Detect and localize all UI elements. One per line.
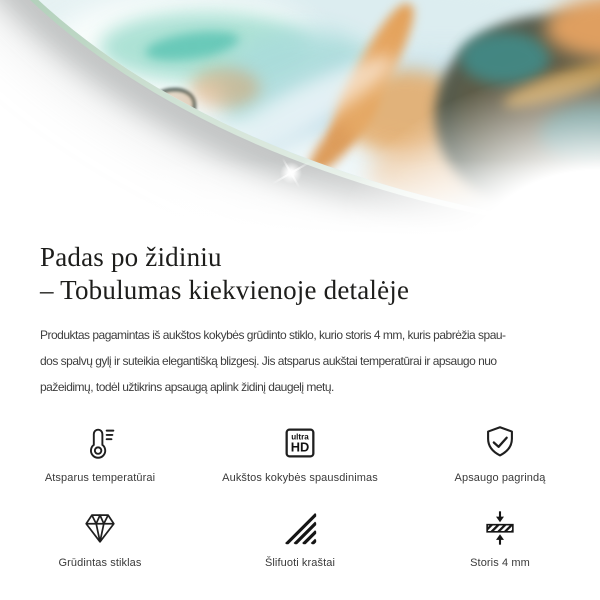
description-line: Produktas pagamintas iš aukštos kokybės grūdinto stiklo, kurio storis 4 mm, kuris pabrėžia spau- [40, 328, 506, 342]
feature-thickness [400, 508, 600, 569]
product-description-section [0, 235, 600, 569]
feature-label: Apsaugo pagrindą [454, 472, 546, 484]
feature-print-quality [200, 423, 400, 484]
glass-panel-marble-art [0, 0, 600, 235]
thermometer-icon [80, 423, 120, 463]
feature-heat-resistant [0, 423, 200, 484]
feature-grid [0, 423, 600, 569]
title-line-2: – Tobulumas kiekvienoje detalėje [40, 275, 410, 305]
feature-label: Šlifuoti kraštai [264, 557, 336, 569]
marble-blob-outlined [148, 88, 196, 126]
product-hero-image [0, 0, 600, 235]
title-line-1: Padas po židiniu [40, 242, 222, 272]
description-line: pažeidimų, todėl užtikrins apsaugą aplink židinį daugelį metų. [40, 380, 334, 394]
polished-edges-icon [280, 508, 320, 548]
svg-text:ultra: ultra [291, 432, 309, 442]
feature-polished-edges [200, 508, 400, 569]
description-line: dos spalvų gylį ir suteikia elegantišką blizgesį. Jis atsparus aukštai temperatūrai ir apsaugo nuo [40, 354, 497, 368]
thickness-arrows-icon [480, 508, 520, 548]
svg-text:HD: HD [290, 439, 310, 455]
feature-protects-base [400, 423, 600, 484]
marble-blob-teal [460, 32, 550, 84]
feature-label: Atsparus temperatūrai [44, 472, 156, 484]
product-description [40, 322, 564, 400]
diamond-icon [80, 508, 120, 548]
shield-check-icon [480, 423, 520, 463]
feature-label: Grūdintas stiklas [58, 557, 142, 569]
feature-tempered-glass [0, 508, 200, 569]
page-title [40, 241, 562, 307]
ultra-hd-icon [280, 423, 320, 463]
feature-label: Aukštos kokybės spausdinimas [222, 472, 378, 484]
marble-blob-orange [190, 68, 260, 108]
feature-label: Storis 4 mm [470, 557, 530, 569]
